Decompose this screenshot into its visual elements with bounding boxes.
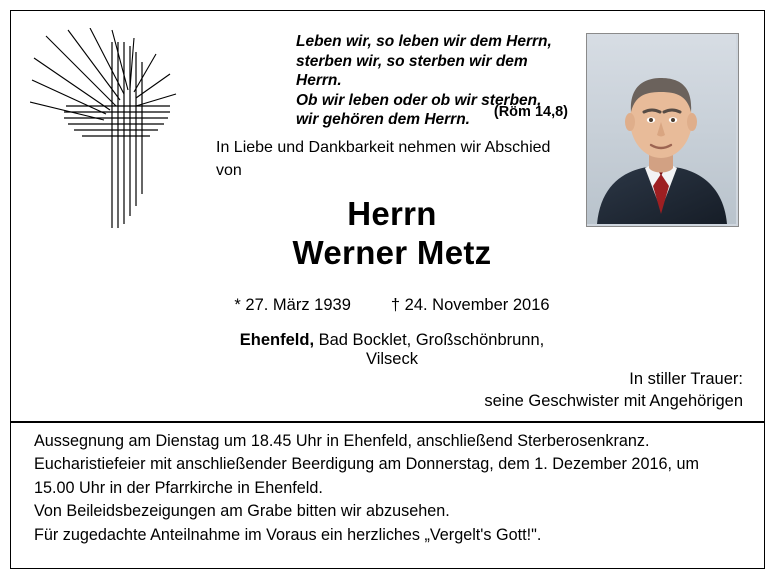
arrangement-line-4: Für zugedachte Anteilnahme im Voraus ein herzliches „Vergelt's Gott!". xyxy=(34,525,542,544)
life-dates xyxy=(216,296,568,315)
intro-text: In Liebe und Dankbarkeit nehmen wir Abschied von xyxy=(216,139,551,179)
mourning-label: In stiller Trauer: xyxy=(629,370,743,388)
arrangement-line-2: Eucharistiefeier mit anschließender Beerdigung am Donnerstag, dem 1. Dezember 2016, um 15.00 Uhr in der Pfarrkirche in Ehenfeld. xyxy=(34,455,699,497)
arrangement-line-3: Von Beileidsbezeigungen am Grabe bitten wir abzusehen. xyxy=(34,502,450,521)
mourners-block xyxy=(330,368,743,412)
mourning-family: seine Geschwister mit Angehörigen xyxy=(484,392,743,410)
verse-line-2: sterben wir, so sterben wir dem Herrn. xyxy=(296,52,528,89)
arrangement-line-1: Aussegnung am Dienstag um 18.45 Uhr in Ehenfeld, anschließend Sterberosenkranz. xyxy=(34,432,650,450)
verse-line-1: Leben wir, so leben wir dem Herrn, xyxy=(296,33,552,50)
other-places: Bad Bocklet, Großschönbrunn, Vilseck xyxy=(314,331,545,368)
death-date: † 24. November 2016 xyxy=(390,296,550,314)
salutation: Herrn xyxy=(347,195,437,232)
cross-with-rays-icon xyxy=(30,28,180,238)
home-town: Ehenfeld, xyxy=(239,331,315,349)
places-line xyxy=(216,331,568,369)
verse-line-3: Ob wir leben oder ob wir sterben, xyxy=(296,91,542,109)
deceased-name-block xyxy=(216,194,568,273)
verse-reference: (Röm 14,8) xyxy=(493,104,568,120)
portrait-photo xyxy=(586,33,739,227)
funeral-arrangements xyxy=(34,430,740,547)
deceased-name: Werner Metz xyxy=(292,234,492,271)
verse-line-4: wir gehören dem Herrn. xyxy=(296,111,470,128)
section-divider xyxy=(11,421,764,423)
birth-date: * 27. März 1939 xyxy=(234,296,351,314)
